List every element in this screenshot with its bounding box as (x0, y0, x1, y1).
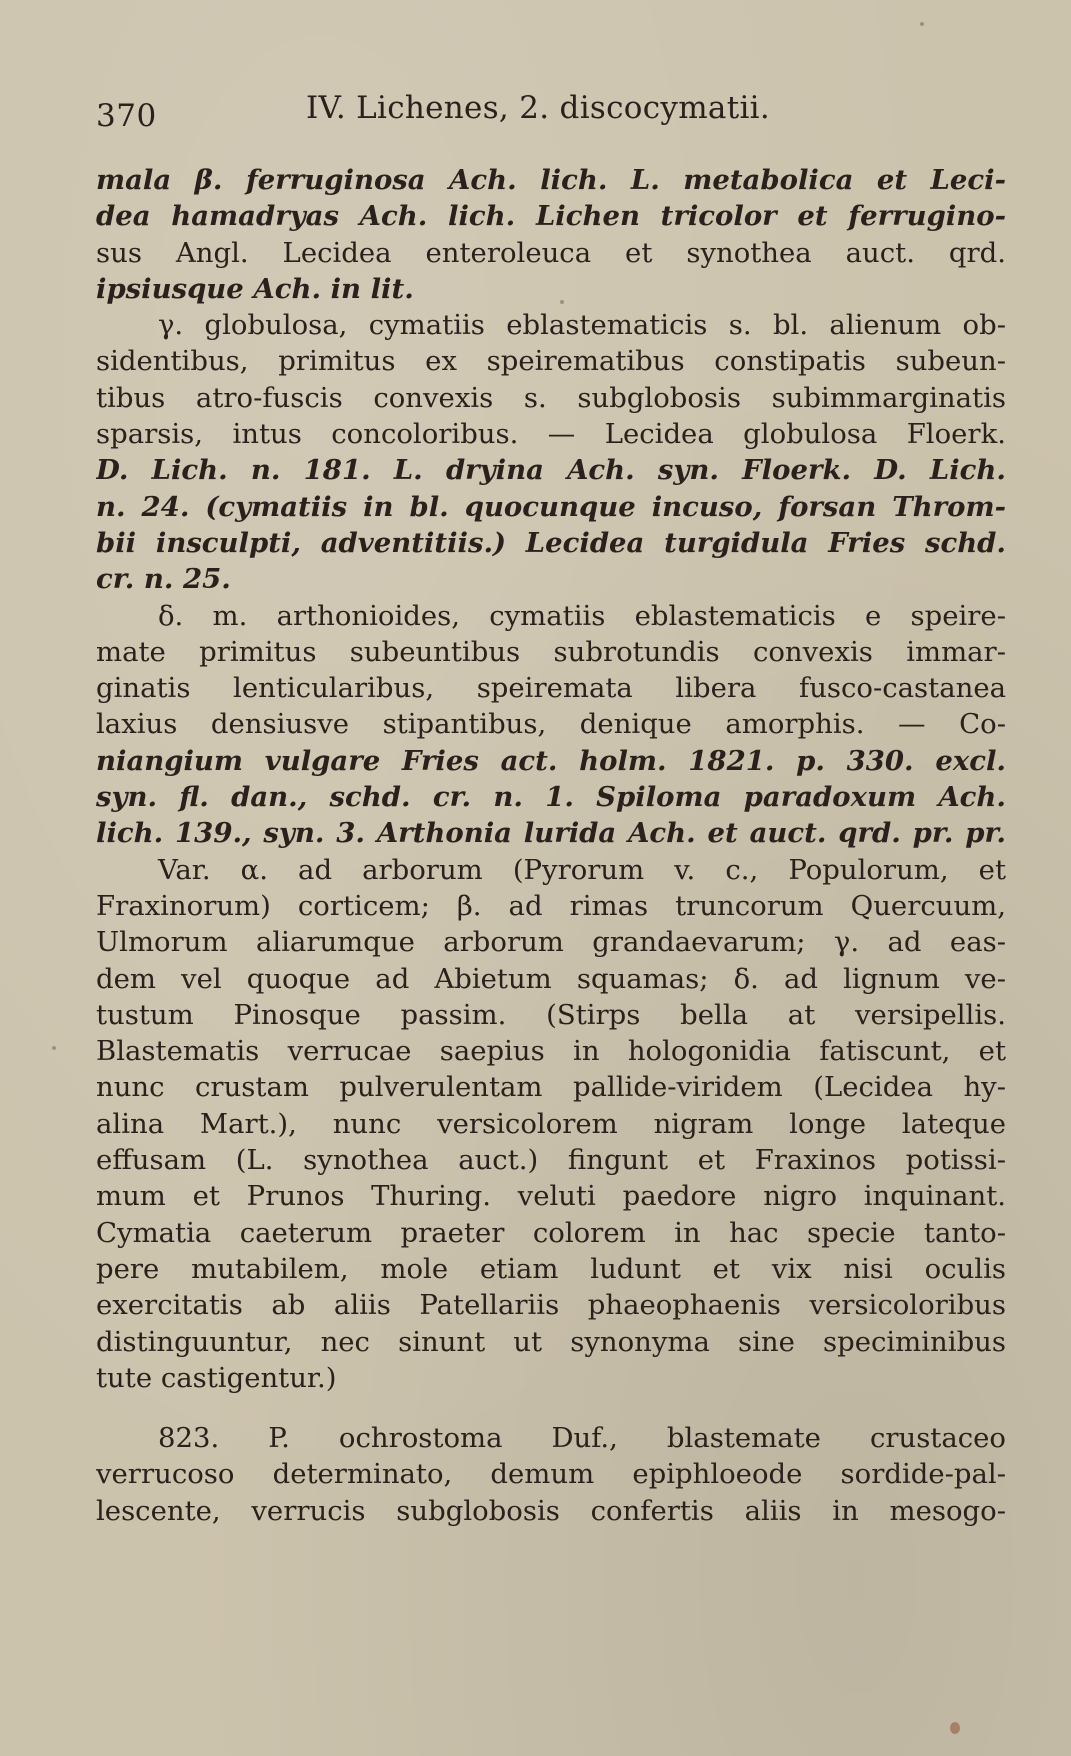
text-line: tibus atro-fuscis convexis s. subglobosis subimmarginatis (96, 381, 1006, 414)
text-line: mala β. ferruginosa Ach. lich. L. metabolica et Leci- (96, 164, 1006, 196)
text-line: effusam (L. synothea auct.) fingunt et Fraxinos potissi- (96, 1144, 1006, 1177)
text-line: D. Lich. n. 181. L. dryina Ach. syn. Floerk. D. Lich. (96, 454, 1006, 487)
text-line: verrucoso determinato, demum epiphloeode sordide-pal- (96, 1458, 1006, 1491)
running-head: IV. Lichenes, 2. discocymatii. (306, 90, 771, 126)
text-line: niangium vulgare Fries act. holm. 1821. p. 330. excl. (96, 744, 1006, 777)
text-line: lescente, verrucis subglobosis confertis aliis in mesogo- (96, 1494, 1006, 1527)
text-line: Fraxinorum) corticem; β. ad rimas truncorum Quercuum, (96, 889, 1006, 922)
page-header (96, 84, 1006, 144)
page-body (96, 162, 1006, 1529)
text-line: sparsis, intus concoloribus. — Lecidea globulosa Floerk. (96, 418, 1006, 451)
paragraph-gap (96, 1396, 1006, 1420)
text-line: nunc crustam pulverulentam pallide-viridem (Lecidea hy- (96, 1071, 1006, 1104)
text-line: pere mutabilem, mole etiam ludunt et vix nisi oculis (96, 1252, 1006, 1285)
text-line: 823. P. ochrostoma Duf., blastemate crustaceo (158, 1422, 1006, 1455)
paper-speck (920, 22, 924, 26)
text-line: mate primitus subeuntibus subrotundis convexis immar- (96, 635, 1006, 668)
text-line: Var. α. ad arborum (Pyrorum v. c., Populorum, et (158, 853, 1006, 886)
text-line: lich. 139., syn. 3. Arthonia lurida Ach. et auct. qrd. pr. pr. (96, 817, 1006, 850)
text-line: Ulmorum aliarumque arborum grandaevarum; γ. ad eas- (96, 926, 1006, 959)
text-line: distinguuntur, nec sinunt ut synonyma sine speciminibus (96, 1325, 1006, 1358)
text-line: Cymatia caeterum praeter colorem in hac specie tanto- (96, 1216, 1006, 1249)
text-line: mum et Prunos Thuring. veluti paedore nigro inquinant. (96, 1180, 1006, 1213)
paper-speck (52, 1046, 56, 1050)
text-line: γ. globulosa, cymatiis eblastematicis s. bl. alienum ob- (158, 309, 1006, 342)
paper-speck (950, 1722, 960, 1734)
text-line: ipsiusque Ach. in lit. (96, 272, 414, 305)
text-line: alina Mart.), nunc versicolorem nigram longe lateque (96, 1107, 1006, 1140)
text-line: Blastematis verrucae saepius in hologonidia fatiscunt, et (96, 1035, 1006, 1068)
text-line: δ. m. arthonioides, cymatiis eblastematicis e speire- (158, 599, 1006, 632)
text-line: sus Angl. Lecidea enteroleuca et synothea auct. qrd. (96, 236, 1006, 269)
text-line: sidentibus, primitus ex speirematibus constipatis subeun- (96, 345, 1006, 378)
text-line: tute castigentur.) (96, 1361, 337, 1394)
text-line: bii insculpti, adventitiis.) Lecidea turgidula Fries schd. (96, 526, 1006, 559)
text-line: exercitatis ab aliis Patellariis phaeophaenis versicoloribus (96, 1289, 1006, 1322)
paper-speck (560, 300, 564, 304)
text-line: dea hamadryas Ach. lich. Lichen tricolor et ferrugino- (96, 200, 1006, 233)
text-line: laxius densiusve stipantibus, denique amorphis. — Co- (96, 708, 1006, 741)
text-line: tustum Pinosque passim. (Stirps bella at versipellis. (96, 998, 1006, 1031)
text-line: ginatis lenticularibus, speiremata libera fusco-castanea (96, 672, 1006, 705)
text-line: n. 24. (cymatiis in bl. quocunque incuso, forsan Throm- (96, 490, 1006, 523)
text-line: dem vel quoque ad Abietum squamas; δ. ad lignum ve- (96, 962, 1006, 995)
text-line: cr. n. 25. (96, 563, 231, 596)
text-line: syn. fl. dan., schd. cr. n. 1. Spiloma paradoxum Ach. (96, 781, 1006, 814)
book-page (96, 84, 1006, 1604)
page-number: 370 (96, 98, 157, 134)
